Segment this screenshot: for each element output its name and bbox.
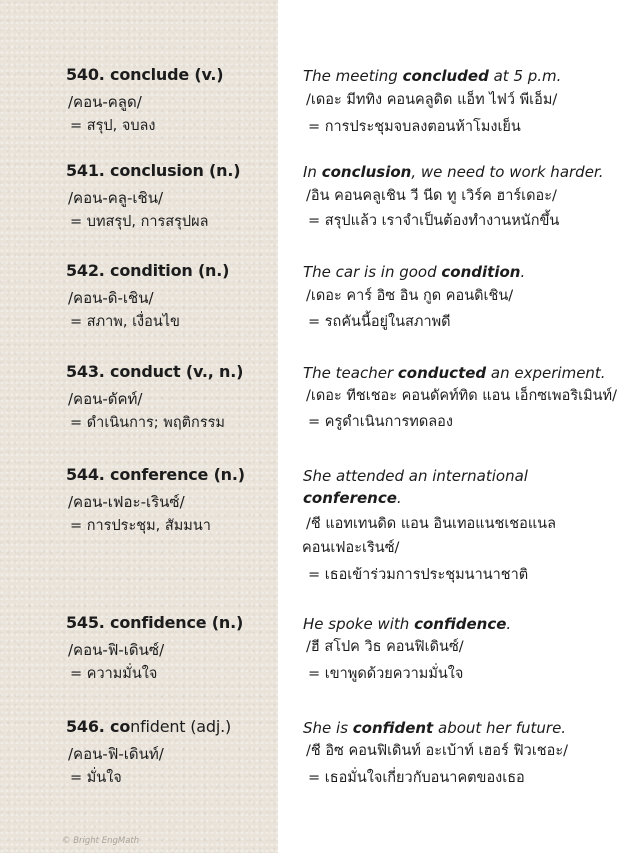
vocab-word: 546. confident (adj.) bbox=[66, 717, 232, 736]
vocab-meaning: = สภาพ, เงื่อนไข bbox=[70, 314, 180, 330]
example-pronunciation: /เดอะ คาร์ อิซ อิน กูด คอนดิเชิน/ bbox=[306, 288, 514, 304]
vocab-pronunciation: /คอน-ดิ-เชิน/ bbox=[68, 289, 154, 307]
vocab-pronunciation: /คอน-คลูด/ bbox=[68, 93, 142, 111]
example-sentence: She attended an international conference. bbox=[303, 467, 528, 507]
example-sentence: The teacher conducted an experiment. bbox=[303, 364, 606, 382]
example-sentence: He spoke with confidence. bbox=[303, 615, 512, 633]
example-sentence: The meeting concluded at 5 p.m. bbox=[303, 67, 562, 85]
example-translation: = สรุปแล้ว เราจำเป็นต้องทำงานหนักขึ้น bbox=[308, 213, 560, 229]
vocab-word: 543. conduct (v., n.) bbox=[66, 362, 244, 381]
example-translation: = เธอเข้าร่วมการประชุมนานาชาติ bbox=[308, 567, 529, 583]
example-translation: = รถคันนี้อยู่ในสภาพดี bbox=[308, 314, 451, 330]
vocab-word: 541. conclusion (n.) bbox=[66, 161, 241, 180]
example-translation: = เขาพูดด้วยความมั่นใจ bbox=[308, 666, 464, 682]
example-pronunciation: /ชี อิซ คอนฟิเดินท์ อะเบ้าท์ เฮอร์ ฟิวเชอะ/ bbox=[306, 743, 568, 759]
vocab-word: 540. conclude (v.) bbox=[66, 65, 224, 84]
vocab-meaning: = ดำเนินการ; พฤติกรรม bbox=[70, 415, 225, 431]
example-pronunciation: /ฮี สโปค วิธ คอนฟิเดินซ์/ bbox=[306, 639, 464, 655]
vocab-pronunciation: /คอน-ฟิ-เดินซ์/ bbox=[68, 641, 165, 659]
example-pronunciation: /ชี แอทเทนดิด แอน อินเทอแนชเชอแนล คอนเฟอะเรินซ์/ bbox=[302, 516, 556, 556]
example-sentence: In conclusion, we need to work harder. bbox=[303, 163, 604, 181]
vocab-meaning: = ความมั่นใจ bbox=[70, 666, 158, 682]
vocab-meaning: = สรุป, จบลง bbox=[70, 118, 156, 134]
vocab-word: 542. condition (n.) bbox=[66, 261, 230, 280]
example-translation: = เธอมั่นใจเกี่ยวกับอนาคตของเธอ bbox=[308, 770, 525, 786]
example-sentence: She is confident about her future. bbox=[303, 719, 567, 737]
example-pronunciation: /อิน คอนคลูเชิน วี นีด ทู เวิร์ค ฮาร์เดอะ/ bbox=[306, 188, 557, 204]
example-pronunciation: /เดอะ มีททิง คอนคลูดิด แอ็ท ไฟว์ พีเอ็ม/ bbox=[306, 92, 558, 108]
vocab-meaning: = การประชุม, สัมมนา bbox=[70, 518, 211, 534]
vocab-pronunciation: /คอน-ดัคท์/ bbox=[68, 390, 143, 408]
vocab-meaning: = บทสรุป, การสรุปผล bbox=[70, 214, 209, 230]
vocab-pronunciation: /คอน-เฟอะ-เรินซ์/ bbox=[68, 493, 185, 511]
example-translation: = การประชุมจบลงตอนห้าโมงเย็น bbox=[308, 119, 521, 135]
vocab-word: 545. confidence (n.) bbox=[66, 613, 244, 632]
vocab-meaning: = มั่นใจ bbox=[70, 770, 122, 786]
example-sentence: The car is in good condition. bbox=[303, 263, 526, 281]
example-pronunciation: /เดอะ ทีชเชอะ คอนดัคท์ทิด แอน เอ็กซเพอริเมินท์/ bbox=[306, 388, 617, 404]
vocab-pronunciation: /คอน-คลู-เชิน/ bbox=[68, 189, 164, 207]
example-pronunciation-continued: คอนเฟอะเรินซ์/ bbox=[302, 540, 400, 556]
footer-credit: © Bright EngMath bbox=[62, 836, 140, 846]
example-translation: = ครูดำเนินการทดลอง bbox=[308, 414, 453, 430]
vocab-word: 544. conference (n.) bbox=[66, 465, 245, 484]
vocab-pronunciation: /คอน-ฟิ-เดินท์/ bbox=[68, 745, 164, 763]
